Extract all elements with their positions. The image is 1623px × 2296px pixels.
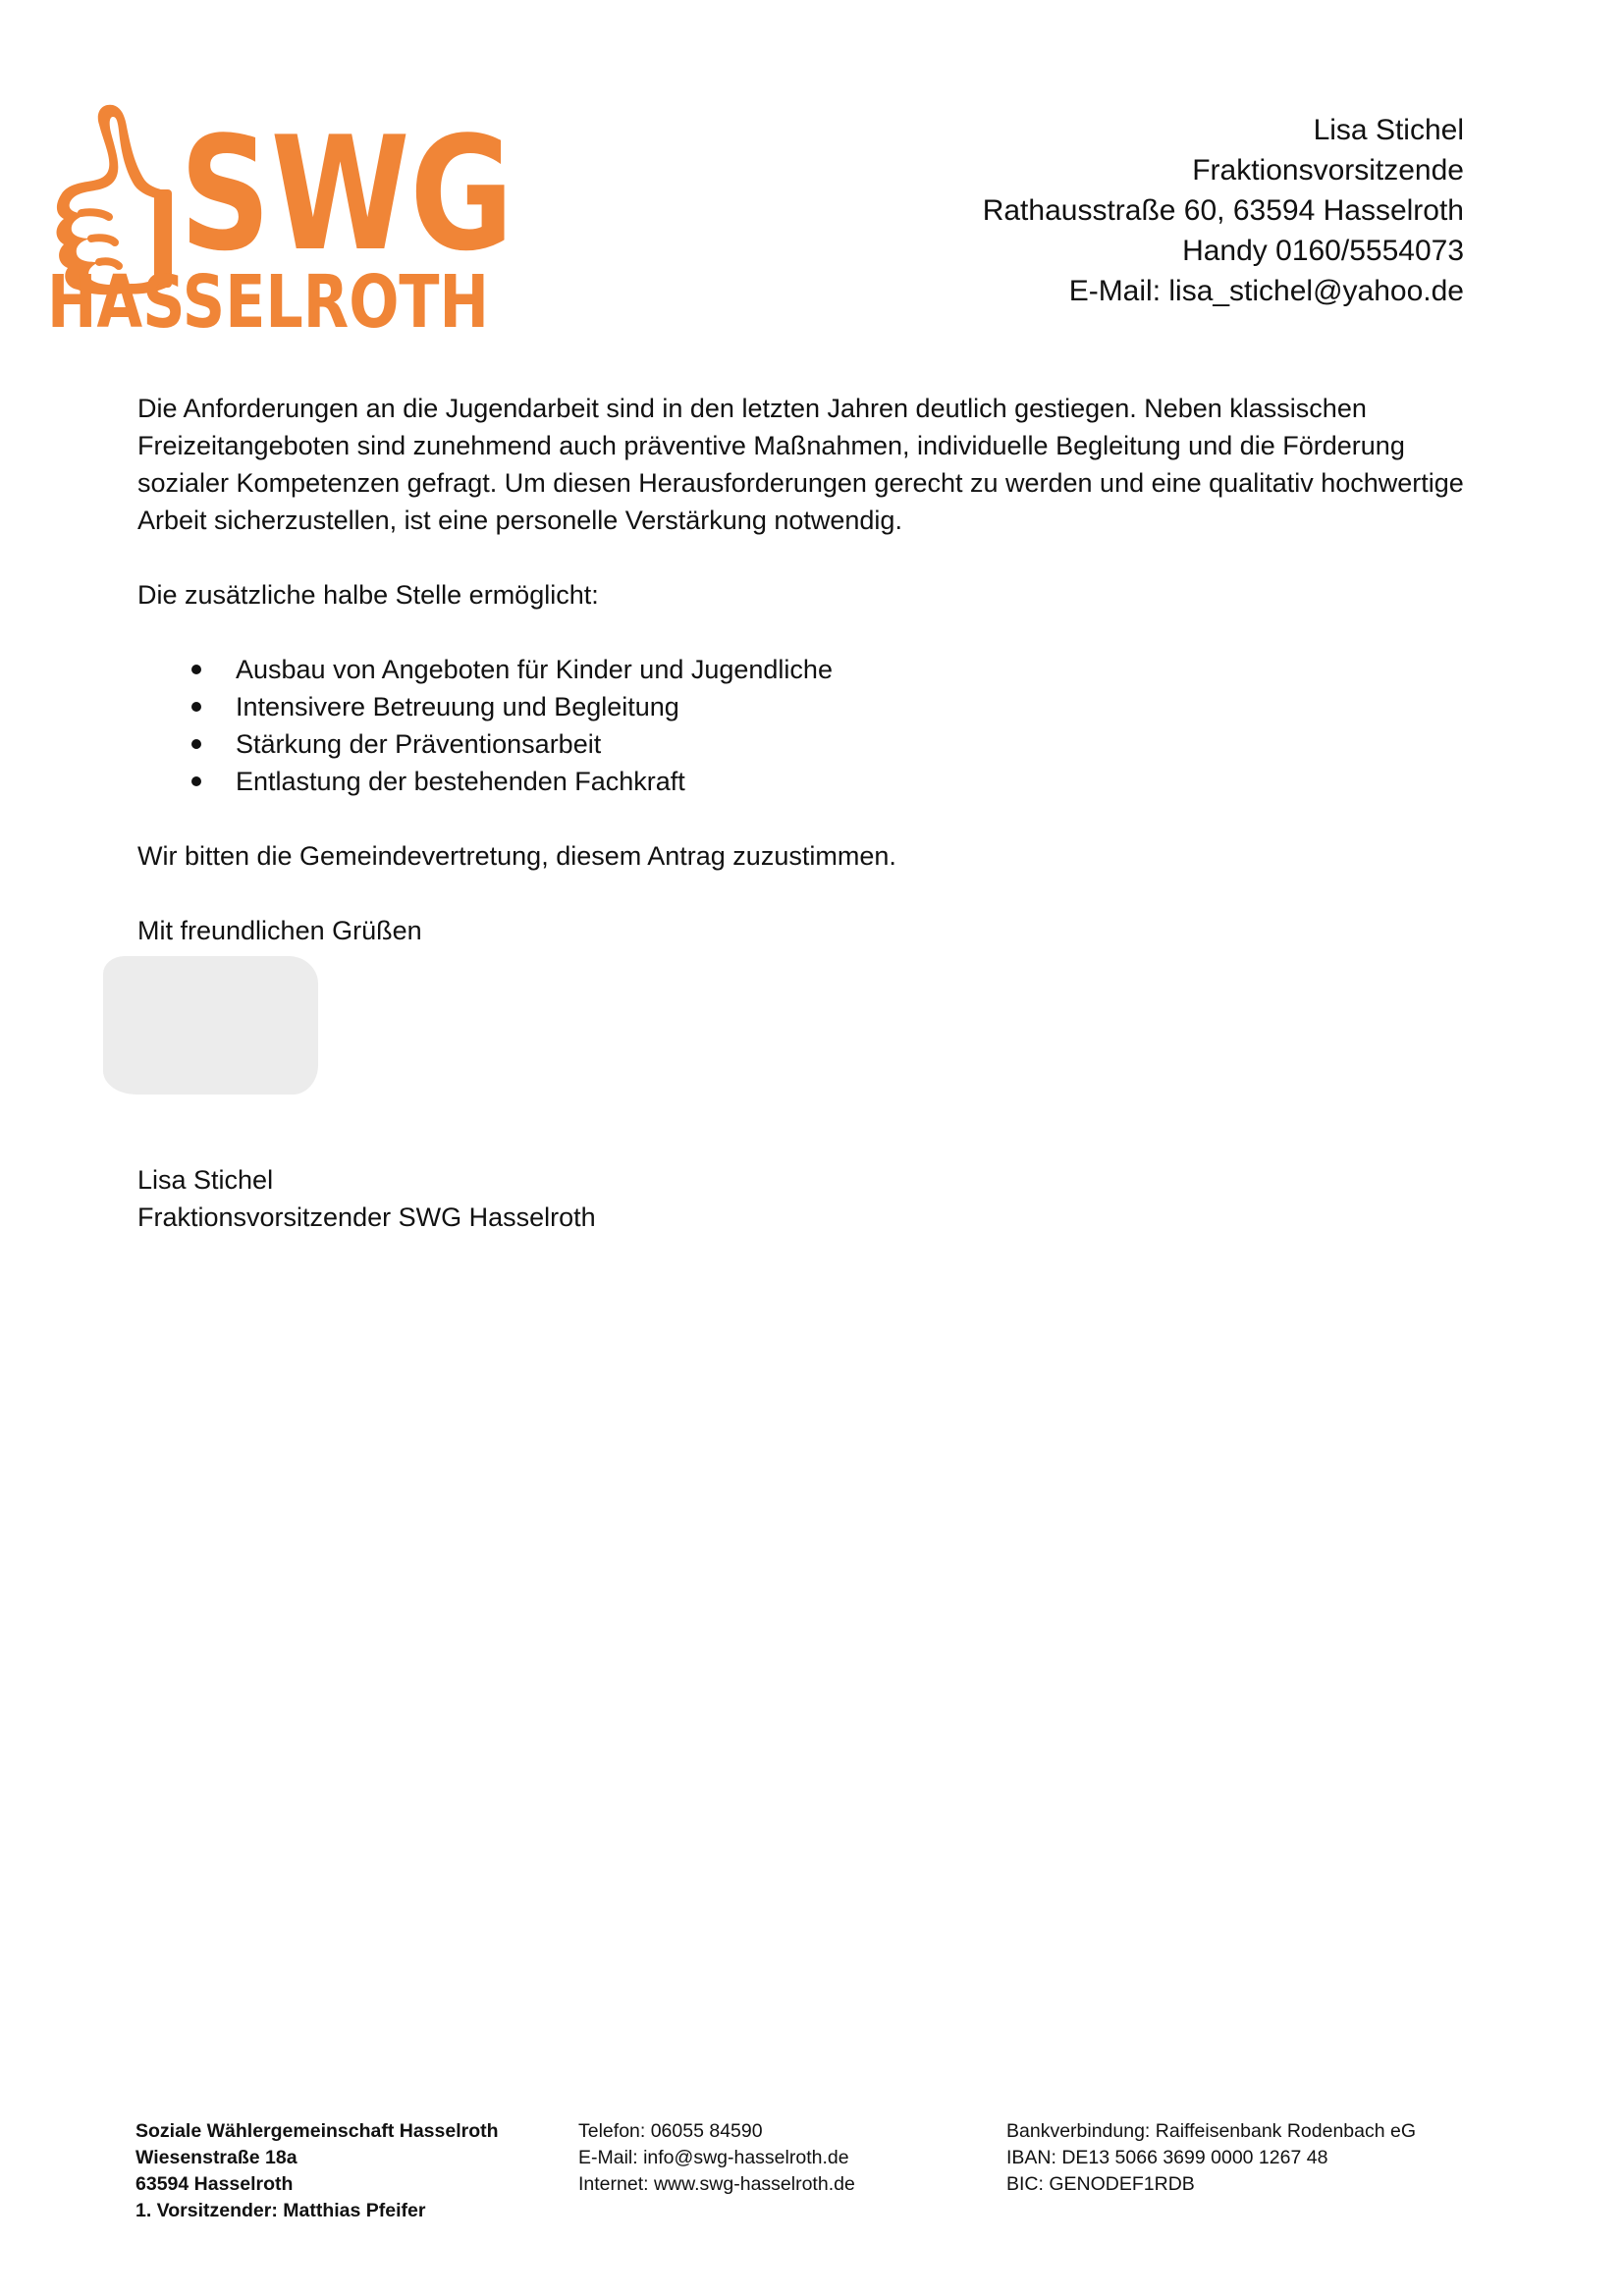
footer-line: Telefon: 06055 84590 xyxy=(578,2120,763,2142)
list-item xyxy=(137,763,1532,800)
sender-role: Fraktionsvorsitzende xyxy=(1192,154,1464,187)
list-item-text: Intensivere Betreuung und Begleitung xyxy=(236,692,679,721)
swg-logo xyxy=(47,102,525,345)
list-item xyxy=(137,651,1532,688)
footer-line: Wiesenstraße 18a xyxy=(135,2147,298,2168)
footer-line: E-Mail: info@swg-hasselroth.de xyxy=(578,2147,849,2168)
footer-line: 1. Vorsitzender: Matthias Pfeifer xyxy=(135,2200,426,2221)
list-intro: Die zusätzliche halbe Stelle ermöglicht: xyxy=(137,580,599,610)
paragraph-line: Freizeitangeboten sind zunehmend auch präventive Maßnahmen, individuelle Begleitung und die Förderung xyxy=(137,431,1405,460)
sender-phone: Handy 0160/5554073 xyxy=(1182,235,1464,267)
list-item xyxy=(137,725,1532,763)
footer-line: Bankverbindung: Raiffeisenbank Rodenbach eG xyxy=(1006,2120,1417,2142)
signoff-block xyxy=(137,1161,596,1236)
list-item-text: Ausbau von Angeboten für Kinder und Jugendliche xyxy=(236,655,833,684)
footer-bank xyxy=(1006,2118,1416,2198)
sender-address: Rathausstraße 60, 63594 Hasselroth xyxy=(982,194,1464,227)
benefits-list xyxy=(137,651,1532,800)
list-item-text: Entlastung der bestehenden Fachkraft xyxy=(236,767,685,796)
sender-name: Lisa Stichel xyxy=(1313,114,1464,146)
signoff-name: Lisa Stichel xyxy=(137,1165,274,1195)
footer-organization xyxy=(135,2118,499,2224)
closing-line: Mit freundlichen Grüßen xyxy=(137,916,422,945)
list-item-text: Stärkung der Präventionsarbeit xyxy=(236,729,602,759)
list-item xyxy=(137,688,1532,725)
footer-line: BIC: GENODEF1RDB xyxy=(1006,2173,1195,2195)
sender-email: E-Mail: lisa_stichel@yahoo.de xyxy=(1068,275,1464,307)
sender-block xyxy=(983,110,1464,311)
logo-top-text: SWG xyxy=(180,102,514,286)
letter-body xyxy=(137,390,1532,949)
paragraph-line: Die Anforderungen an die Jugendarbeit sind in den letzten Jahren deutlich gestiegen. Neben klassischen xyxy=(137,394,1367,423)
logo-bottom-text: HASSELROTH xyxy=(47,260,489,345)
signoff-title: Fraktionsvorsitzender SWG Hasselroth xyxy=(137,1202,596,1232)
paragraph-line: Arbeit sicherzustellen, ist eine personelle Verstärkung notwendig. xyxy=(137,506,902,535)
request-line: Wir bitten die Gemeindevertretung, diesem Antrag zuzustimmen. xyxy=(137,841,896,871)
bullet-icon xyxy=(191,702,201,712)
bullet-icon xyxy=(191,776,201,786)
footer-line: Soziale Wählergemeinschaft Hasselroth xyxy=(135,2120,499,2142)
footer-contact xyxy=(578,2118,855,2198)
redacted-signature xyxy=(103,956,318,1095)
footer-line: 63594 Hasselroth xyxy=(135,2173,294,2195)
footer-line: Internet: www.swg-hasselroth.de xyxy=(578,2173,855,2195)
bullet-icon xyxy=(191,665,201,674)
bullet-icon xyxy=(191,739,201,749)
footer-line: IBAN: DE13 5066 3699 0000 1267 48 xyxy=(1006,2147,1328,2168)
paragraph-line: sozialer Kompetenzen gefragt. Um diesen Herausforderungen gerecht zu werden und eine qualitativ hochwertige xyxy=(137,468,1464,498)
